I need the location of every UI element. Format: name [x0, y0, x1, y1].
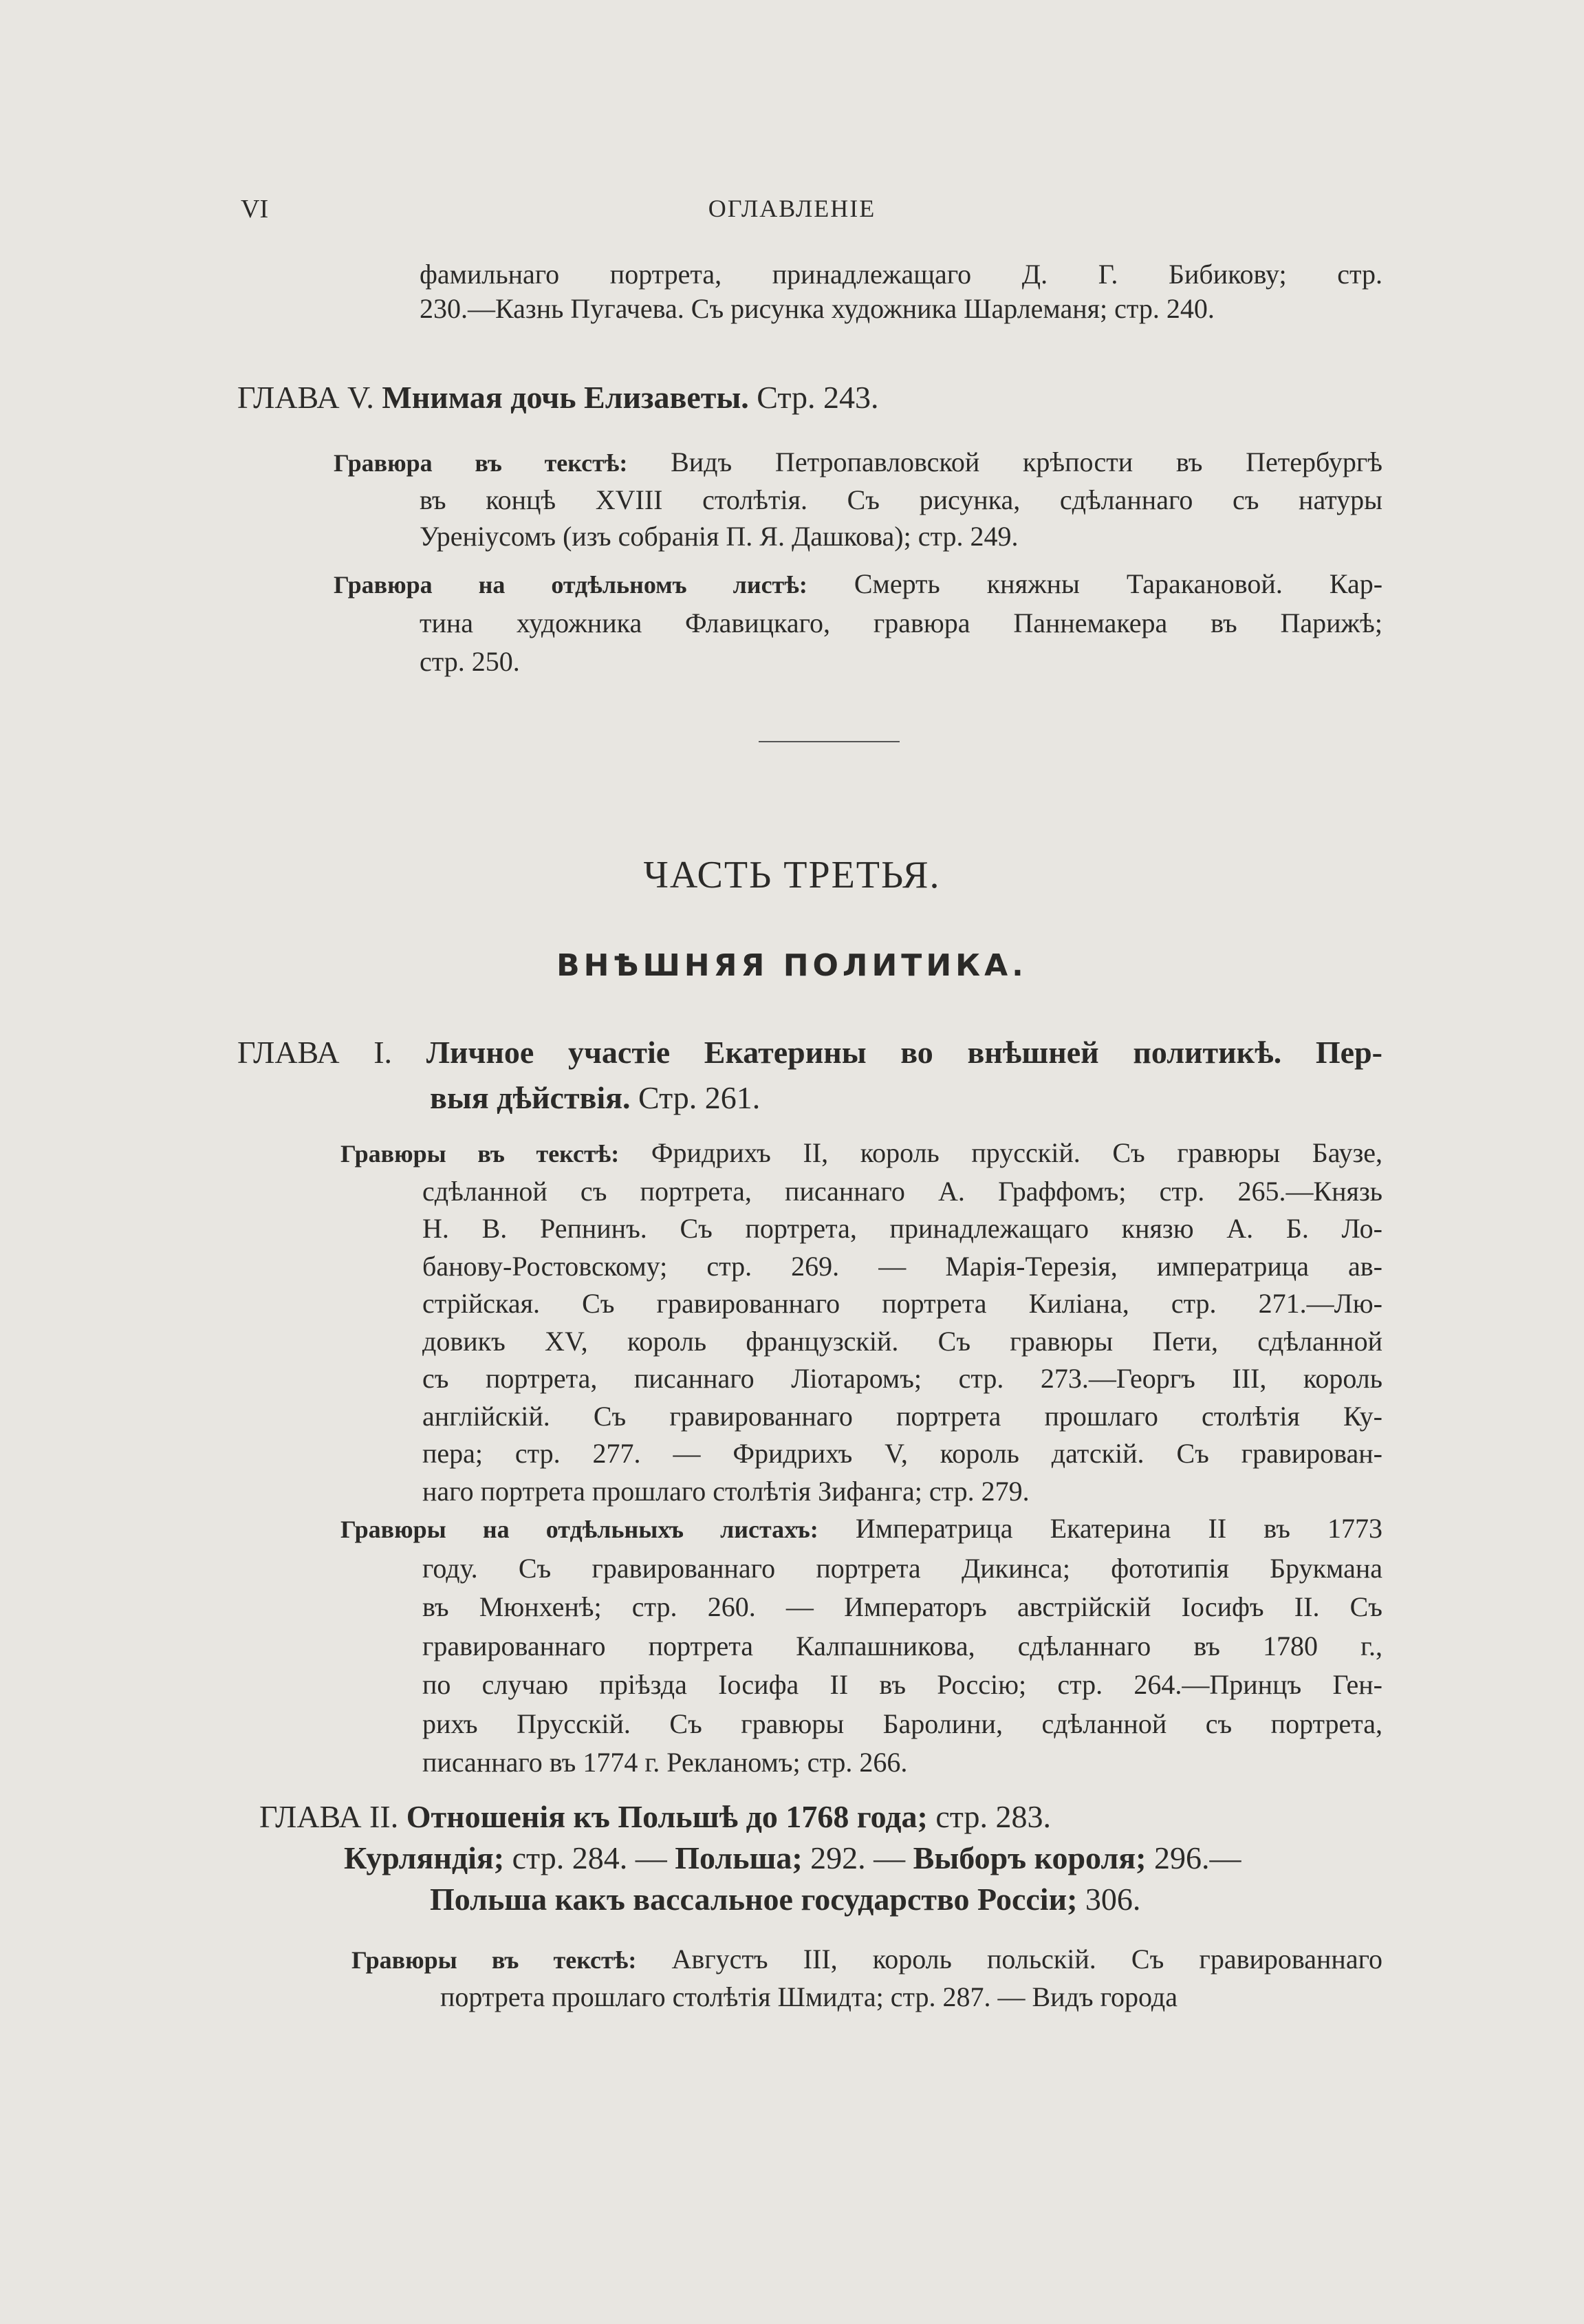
entry-text: 230.—Казнь Пугачева. Съ рисунка художника Шарлеманя; стр. 240. — [420, 293, 1215, 324]
engravings-entry — [340, 1134, 1383, 1510]
toc-line — [420, 518, 1382, 555]
toc-line — [430, 1075, 1382, 1121]
toc-line — [422, 1435, 1382, 1473]
section-divider — [759, 741, 900, 742]
entry-label: Гравюра на отдѣльномъ листѣ: — [334, 571, 807, 599]
toc-line — [422, 1248, 1382, 1286]
toc-line — [259, 1796, 1382, 1838]
toc-line — [420, 643, 1382, 681]
entry-text: съ портрета, писаннаго Ліотаромъ; стр. 273.—Георгъ III, король — [422, 1363, 1382, 1394]
entry-text: Н. В. Репнинъ. Съ портрета, принадлежащаго князю А. Б. Ло- — [422, 1213, 1382, 1244]
entry-text: въ концѣ XVIII столѣтія. Съ рисунка, сдѣланнаго съ натуры — [420, 484, 1382, 515]
entry-title: Польша какъ вассальное государство Россіи; — [430, 1882, 1078, 1917]
entry-text: 292. — — [802, 1840, 913, 1875]
engravings-entry — [340, 1509, 1382, 1783]
entry-label: Гравюры въ текстѣ: — [340, 1140, 620, 1168]
entry-text: гравированнаго портрета Калпашникова, сдѣланнаго въ 1780 г., — [422, 1630, 1382, 1661]
toc-line — [420, 257, 1382, 292]
running-header-title: ОГЛАВЛЕНІЕ — [708, 195, 876, 222]
toc-line — [422, 1210, 1382, 1248]
toc-line — [420, 292, 1382, 326]
entry-text: году. Съ гравированнаго портрета Дикинса; фототипія Брукмана — [422, 1552, 1382, 1584]
entry-text: стрійская. Съ гравированнаго портрета Киліана, стр. 271.—Лю- — [422, 1288, 1382, 1319]
entry-text: англійскій. Съ гравированнаго портрета прошлаго столѣтія Ку- — [422, 1400, 1382, 1432]
entry-title: выя дѣйствія. — [430, 1080, 631, 1115]
entry-text: по случаю пріѣзда Іосифа II въ Россію; стр. 264.—Принцъ Ген- — [422, 1669, 1382, 1700]
toc-line — [422, 1705, 1382, 1744]
chapter-number: ГЛАВА II. — [259, 1799, 399, 1834]
toc-line — [237, 1030, 1382, 1075]
entry-text: портрета прошлаго столѣтія Шмидта; стр. 287. — Видъ города — [440, 1981, 1178, 2012]
toc-line — [422, 1588, 1382, 1627]
entry-title: Отношенія къ Польшѣ до 1768 года; — [406, 1799, 928, 1834]
toc-line — [430, 1879, 1382, 1920]
entry-title: Выборъ короля; — [913, 1840, 1147, 1875]
chapter-heading — [237, 377, 1382, 418]
toc-line — [422, 1666, 1382, 1705]
toc-line — [440, 1979, 1382, 2016]
engravings-entry — [351, 1941, 1382, 2016]
entry-text: наго портрета прошлаго столѣтія Зифанга; стр. 279. — [422, 1475, 1030, 1507]
entry-text: Уреніусомъ (изъ собранія П. Я. Дашкова); стр. 249. — [420, 521, 1019, 552]
chapter-number: ГЛАВА V. — [237, 380, 374, 415]
toc-line — [344, 1838, 1382, 1879]
entry-text: 296.— — [1146, 1840, 1241, 1875]
toc-line — [340, 1509, 1382, 1549]
entry-text: Стр. 261. — [630, 1080, 761, 1115]
chapter-number: ГЛАВА I. — [237, 1035, 393, 1070]
toc-line — [334, 444, 1382, 482]
entry-text: въ Мюнхенѣ; стр. 260. — Императоръ австрійскій Іосифъ II. Съ — [422, 1591, 1382, 1622]
entry-text: фамильнаго портрета, принадлежащаго Д. Г. Бибикову; стр. — [420, 259, 1382, 290]
entry-text: Смерть княжны Таракановой. Кар- — [854, 568, 1383, 599]
entry-title: Польша; — [675, 1840, 803, 1875]
toc-line — [422, 1627, 1382, 1666]
entry-text: стр. 283. — [927, 1799, 1051, 1834]
entry-title: Мнимая дочь Елизаветы. — [382, 380, 749, 415]
chapter-heading — [237, 1030, 1382, 1121]
engravings-entry — [334, 565, 1383, 681]
entry-text: банову-Ростовскому; стр. 269. — Марія-Терезія, императрица ав- — [422, 1250, 1382, 1282]
part-subtitle: ВНѢШНЯЯ ПОЛИТИКА. — [556, 948, 1028, 983]
toc-line — [422, 1473, 1382, 1511]
engravings-entry — [334, 444, 1382, 555]
entry-text: стр. 250. — [420, 646, 520, 677]
entry-text: Августъ III, король польскій. Съ гравированнаго — [671, 1944, 1382, 1975]
entry-text: Видъ Петропавловской крѣпости въ Петербургѣ — [671, 446, 1382, 477]
entry-text: сдѣланной съ портрета, писаннаго А. Граффомъ; стр. 265.—Князь — [422, 1175, 1382, 1207]
toc-line — [422, 1173, 1382, 1211]
entry-text: Фридрихъ II, король прусскій. Съ гравюры Баузе, — [651, 1137, 1383, 1168]
entry-label: Гравюры на отдѣльныхъ листахъ: — [340, 1516, 818, 1543]
entry-label: Гравюры въ текстѣ: — [351, 1946, 637, 1974]
entry-text: Стр. 243. — [748, 380, 879, 415]
entry-text: стр. 284. — — [504, 1840, 675, 1875]
entry-text: пера; стр. 277. — Фридрихъ V, король датскій. Съ гравирован- — [422, 1438, 1382, 1469]
chapter-heading — [259, 1796, 1382, 1920]
toc-continuation — [420, 257, 1382, 326]
toc-line — [340, 1134, 1382, 1173]
toc-line — [422, 1323, 1382, 1361]
entry-title: Курляндія; — [344, 1840, 505, 1875]
toc-line — [422, 1549, 1382, 1589]
entry-text: Императрица Екатерина II въ 1773 — [855, 1513, 1382, 1544]
toc-line — [420, 482, 1382, 518]
toc-line — [422, 1743, 1382, 1783]
entry-text: довикъ XV, король французскій. Съ гравюры Пети, сдѣланной — [422, 1325, 1382, 1357]
toc-line — [237, 377, 1382, 418]
toc-line — [334, 565, 1382, 604]
entry-text: рихъ Прусскій. Съ гравюры Баролини, сдѣланной съ портрета, — [422, 1708, 1382, 1739]
entry-text: тина художника Флавицкаго, гравюра Паннемакера въ Парижѣ; — [420, 607, 1382, 638]
toc-line — [422, 1360, 1382, 1398]
toc-line — [351, 1941, 1382, 1979]
entry-label: Гравюра въ текстѣ: — [334, 449, 628, 477]
toc-line — [420, 604, 1382, 643]
entry-title: Личное участіе Екатерины во внѣшней политикѣ. Пер- — [426, 1035, 1382, 1070]
part-title: ЧАСТЬ ТРЕТЬЯ. — [643, 854, 941, 896]
toc-line — [422, 1285, 1382, 1323]
entry-text: 306. — [1077, 1882, 1141, 1917]
page-number: VI — [241, 195, 269, 224]
entry-text: писаннаго въ 1774 г. Рекланомъ; стр. 266. — [422, 1747, 908, 1778]
toc-line — [422, 1398, 1382, 1436]
